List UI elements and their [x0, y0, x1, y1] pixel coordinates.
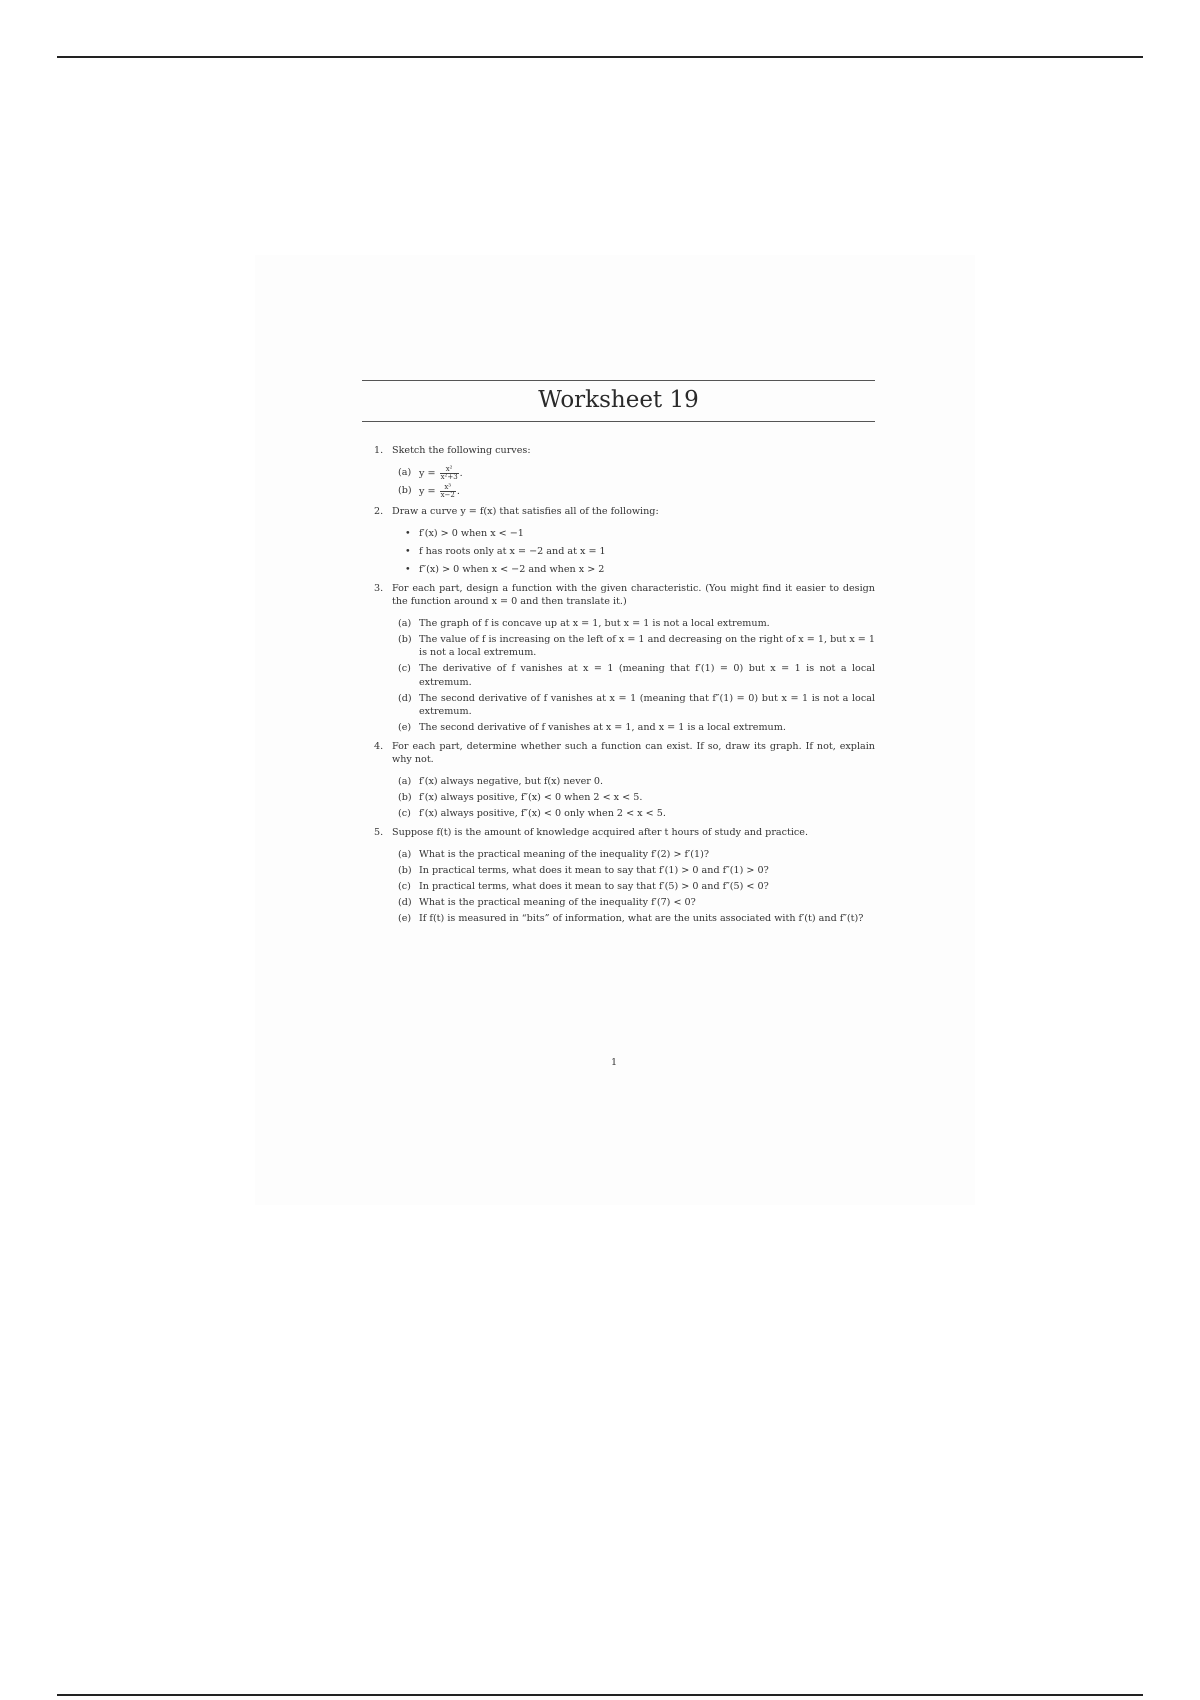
fraction	[440, 466, 459, 481]
part-text: The derivative of f vanishes at x = 1 (meaning that f′(1) = 0) but x = 1 is not a local extremum.	[419, 663, 875, 688]
problem-2	[362, 505, 875, 576]
problem-part	[392, 484, 875, 499]
worksheet-page	[362, 380, 875, 931]
problem-text: Suppose f(t) is the amount of knowledge acquired after t hours of study and practice.	[392, 826, 809, 838]
problem-text: For each part, determine whether such a function can exist. If so, draw its graph. If not, explain why not.	[392, 740, 875, 765]
part-label: (b)	[398, 791, 412, 803]
problem-part	[392, 617, 875, 630]
problem-4	[362, 740, 875, 820]
problem-part	[392, 721, 875, 734]
part-text: The second derivative of f vanishes at x = 1 (meaning that f″(1) = 0) but x = 1 is not a local extremum.	[419, 692, 875, 717]
part-label: (e)	[398, 913, 412, 925]
problem-part	[392, 466, 875, 481]
problem-part	[392, 662, 875, 688]
problem-3	[362, 582, 875, 733]
problem-part	[392, 633, 875, 659]
problem-part	[392, 848, 875, 861]
equation-end: .	[459, 468, 463, 480]
viewer-top-rule	[57, 56, 1143, 58]
problem-parts	[392, 775, 875, 820]
part-text: The graph of f is concave up at x = 1, but x = 1 is not a local extremum.	[419, 618, 770, 630]
part-label: (a)	[398, 775, 412, 787]
problem-part	[392, 807, 875, 820]
viewer-bottom-rule	[57, 1694, 1143, 1696]
fraction-denominator: x−2	[440, 491, 455, 500]
problem-part	[392, 692, 875, 718]
title-rule-bottom	[362, 421, 875, 422]
problem-parts	[392, 466, 875, 499]
problem-5	[362, 826, 875, 925]
problem-text: For each part, design a function with the given characteristic. (You might find it easier to design the function around x = 0 and then translate it.)	[392, 583, 875, 608]
bullet-marker: •	[405, 528, 411, 540]
bullet-marker: •	[405, 546, 411, 558]
part-text: f′(x) always negative, but f(x) never 0.	[419, 775, 604, 787]
condition-item	[392, 527, 875, 540]
part-label: (c)	[398, 807, 411, 819]
problem-parts	[392, 617, 875, 733]
bullet-marker: •	[405, 564, 411, 576]
part-text: In practical terms, what does it mean to say that f′(1) > 0 and f″(1) > 0?	[419, 865, 769, 877]
problem-parts	[392, 848, 875, 925]
problem-part	[392, 775, 875, 788]
part-label: (d)	[398, 897, 412, 909]
equation-lhs: y =	[419, 468, 436, 480]
fraction	[440, 484, 456, 499]
fraction-numerator: x³	[440, 484, 456, 492]
condition-list	[392, 527, 875, 576]
equation-lhs: y =	[419, 486, 436, 498]
part-text: The second derivative of f vanishes at x = 1, and x = 1 is a local extremum.	[419, 721, 786, 733]
problem-part	[392, 791, 875, 804]
part-text: What is the practical meaning of the inequality f′(2) > f′(1)?	[419, 848, 710, 860]
part-label: (e)	[398, 721, 412, 733]
part-text: The value of f is increasing on the left of x = 1 and decreasing on the right of x = 1, but x = 1 is not a local extremum.	[419, 634, 875, 659]
problem-part	[392, 912, 875, 925]
part-text: f′(x) always positive, f″(x) < 0 when 2 < x < 5.	[419, 791, 643, 803]
fraction-denominator: x²+3	[440, 473, 458, 482]
problem-1	[362, 444, 875, 499]
problem-list	[362, 444, 875, 925]
condition-text: f″(x) > 0 when x < −2 and when x > 2	[419, 564, 605, 576]
condition-item	[392, 545, 875, 558]
part-text: In practical terms, what does it mean to say that f′(5) > 0 and f″(5) < 0?	[419, 881, 769, 893]
condition-item	[392, 563, 875, 576]
problem-number: 1.	[374, 445, 384, 456]
problem-number: 2.	[374, 506, 384, 518]
part-label: (d)	[398, 692, 412, 704]
page-number: 1	[611, 1057, 618, 1068]
part-label: (b)	[398, 485, 412, 497]
problem-part	[392, 864, 875, 877]
problem-text: Sketch the following curves:	[392, 445, 531, 456]
equation-end: .	[456, 486, 460, 498]
part-label: (c)	[398, 881, 411, 893]
problem-text: Draw a curve y = f(x) that satisfies all of the following:	[392, 506, 659, 518]
part-label: (c)	[398, 663, 411, 675]
part-text: What is the practical meaning of the inequality f′(7) < 0?	[419, 897, 696, 909]
problem-number: 5.	[374, 826, 384, 838]
fraction-numerator: x²	[440, 466, 459, 474]
part-label: (b)	[398, 865, 412, 877]
problem-number: 3.	[374, 583, 384, 595]
part-label: (a)	[398, 618, 412, 630]
problem-number: 4.	[374, 740, 384, 752]
problem-part	[392, 880, 875, 893]
part-label: (a)	[398, 467, 412, 479]
condition-text: f′(x) > 0 when x < −1	[419, 528, 524, 540]
part-label: (a)	[398, 848, 412, 860]
part-label: (b)	[398, 634, 412, 646]
problem-part	[392, 896, 875, 909]
condition-text: f has roots only at x = −2 and at x = 1	[419, 546, 606, 558]
worksheet-title: Worksheet 19	[538, 387, 699, 413]
part-text: If f(t) is measured in “bits” of information, what are the units associated with f′(t) and f″(t)?	[419, 913, 864, 925]
part-text: f′(x) always positive, f″(x) < 0 only when 2 < x < 5.	[419, 807, 666, 819]
